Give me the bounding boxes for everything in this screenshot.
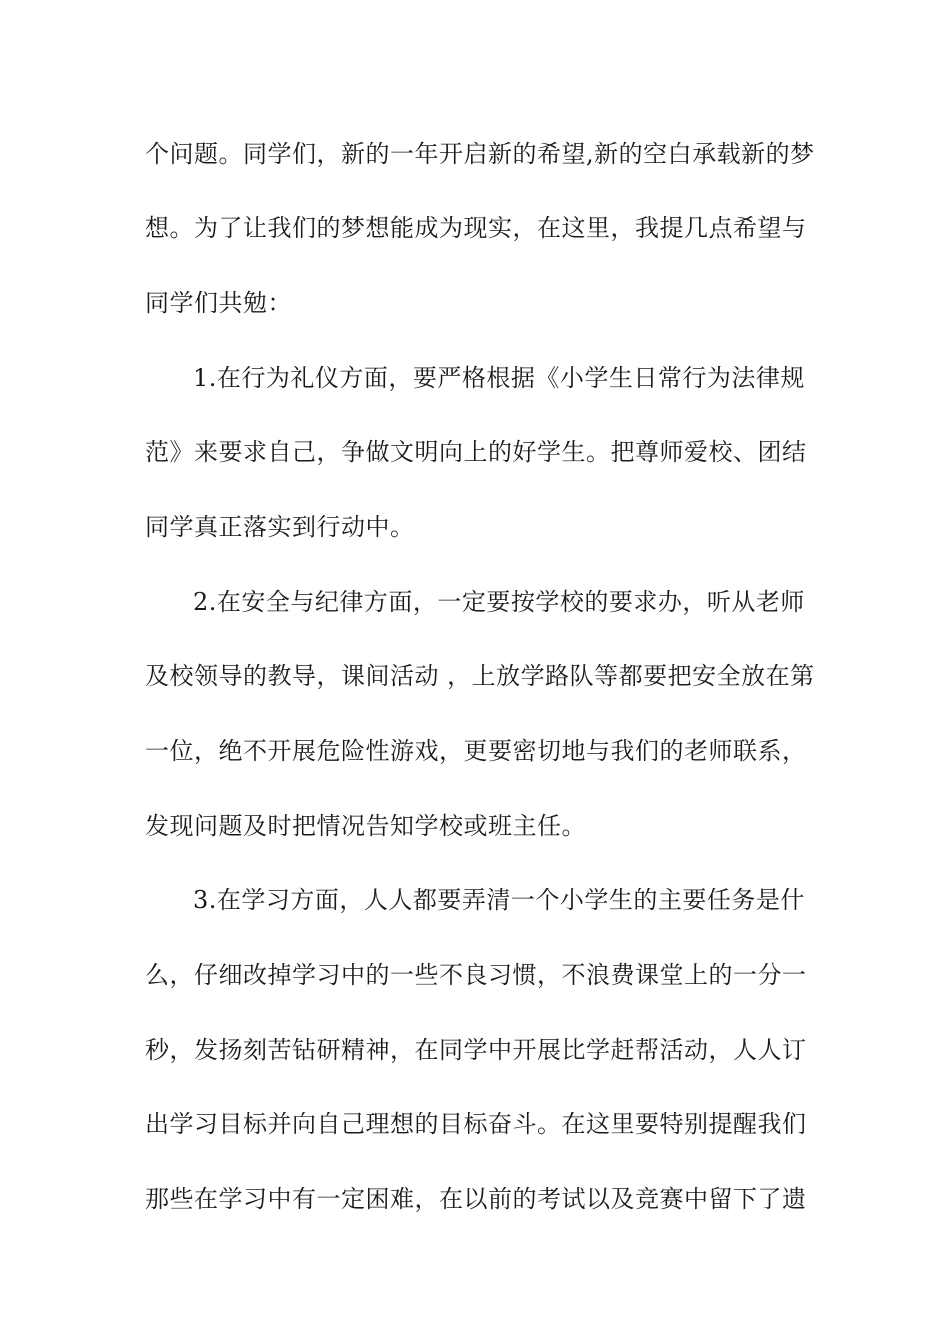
- text-line: 同学真正落实到行动中。: [145, 513, 415, 541]
- text-line: 及校领导的教导，课间活动 ，上放学路队等都要把安全放在第: [145, 662, 815, 690]
- text-line: 范》来要求自己，争做文明向上的好学生。把尊师爱校、团结: [145, 438, 807, 466]
- text-line: 个问题。同学们，新的一年开启新的希望,新的空白承载新的梦: [145, 140, 815, 168]
- text-line: 秒，发扬刻苦钻研精神，在同学中开展比学赶帮活动，人人订: [145, 1036, 807, 1064]
- text-line: 3.在学习方面，人人都要弄清一个小学生的主要任务是什: [193, 886, 805, 914]
- text-line: 那些在学习中有一定困难，在以前的考试以及竞赛中留下了遗: [145, 1185, 807, 1213]
- text-line: 出学习目标并向自己理想的目标奋斗。在这里要特别提醒我们: [145, 1110, 807, 1138]
- text-line: 发现问题及时把情况告知学校或班主任。: [145, 812, 586, 840]
- text-line: 么，仔细改掉学习中的一些不良习惯，不浪费课堂上的一分一: [145, 961, 807, 989]
- text-line: 同学们共勉：: [145, 289, 292, 317]
- text-line: 想。为了让我们的梦想能成为现实，在这里，我提几点希望与: [145, 214, 807, 242]
- text-line: 2.在安全与纪律方面，一定要按学校的要求办，听从老师: [193, 588, 805, 616]
- text-line: 1.在行为礼仪方面，要严格根据《小学生日常行为法律规: [193, 364, 805, 392]
- text-line: 一位，绝不开展危险性游戏，更要密切地与我们的老师联系，: [145, 737, 807, 765]
